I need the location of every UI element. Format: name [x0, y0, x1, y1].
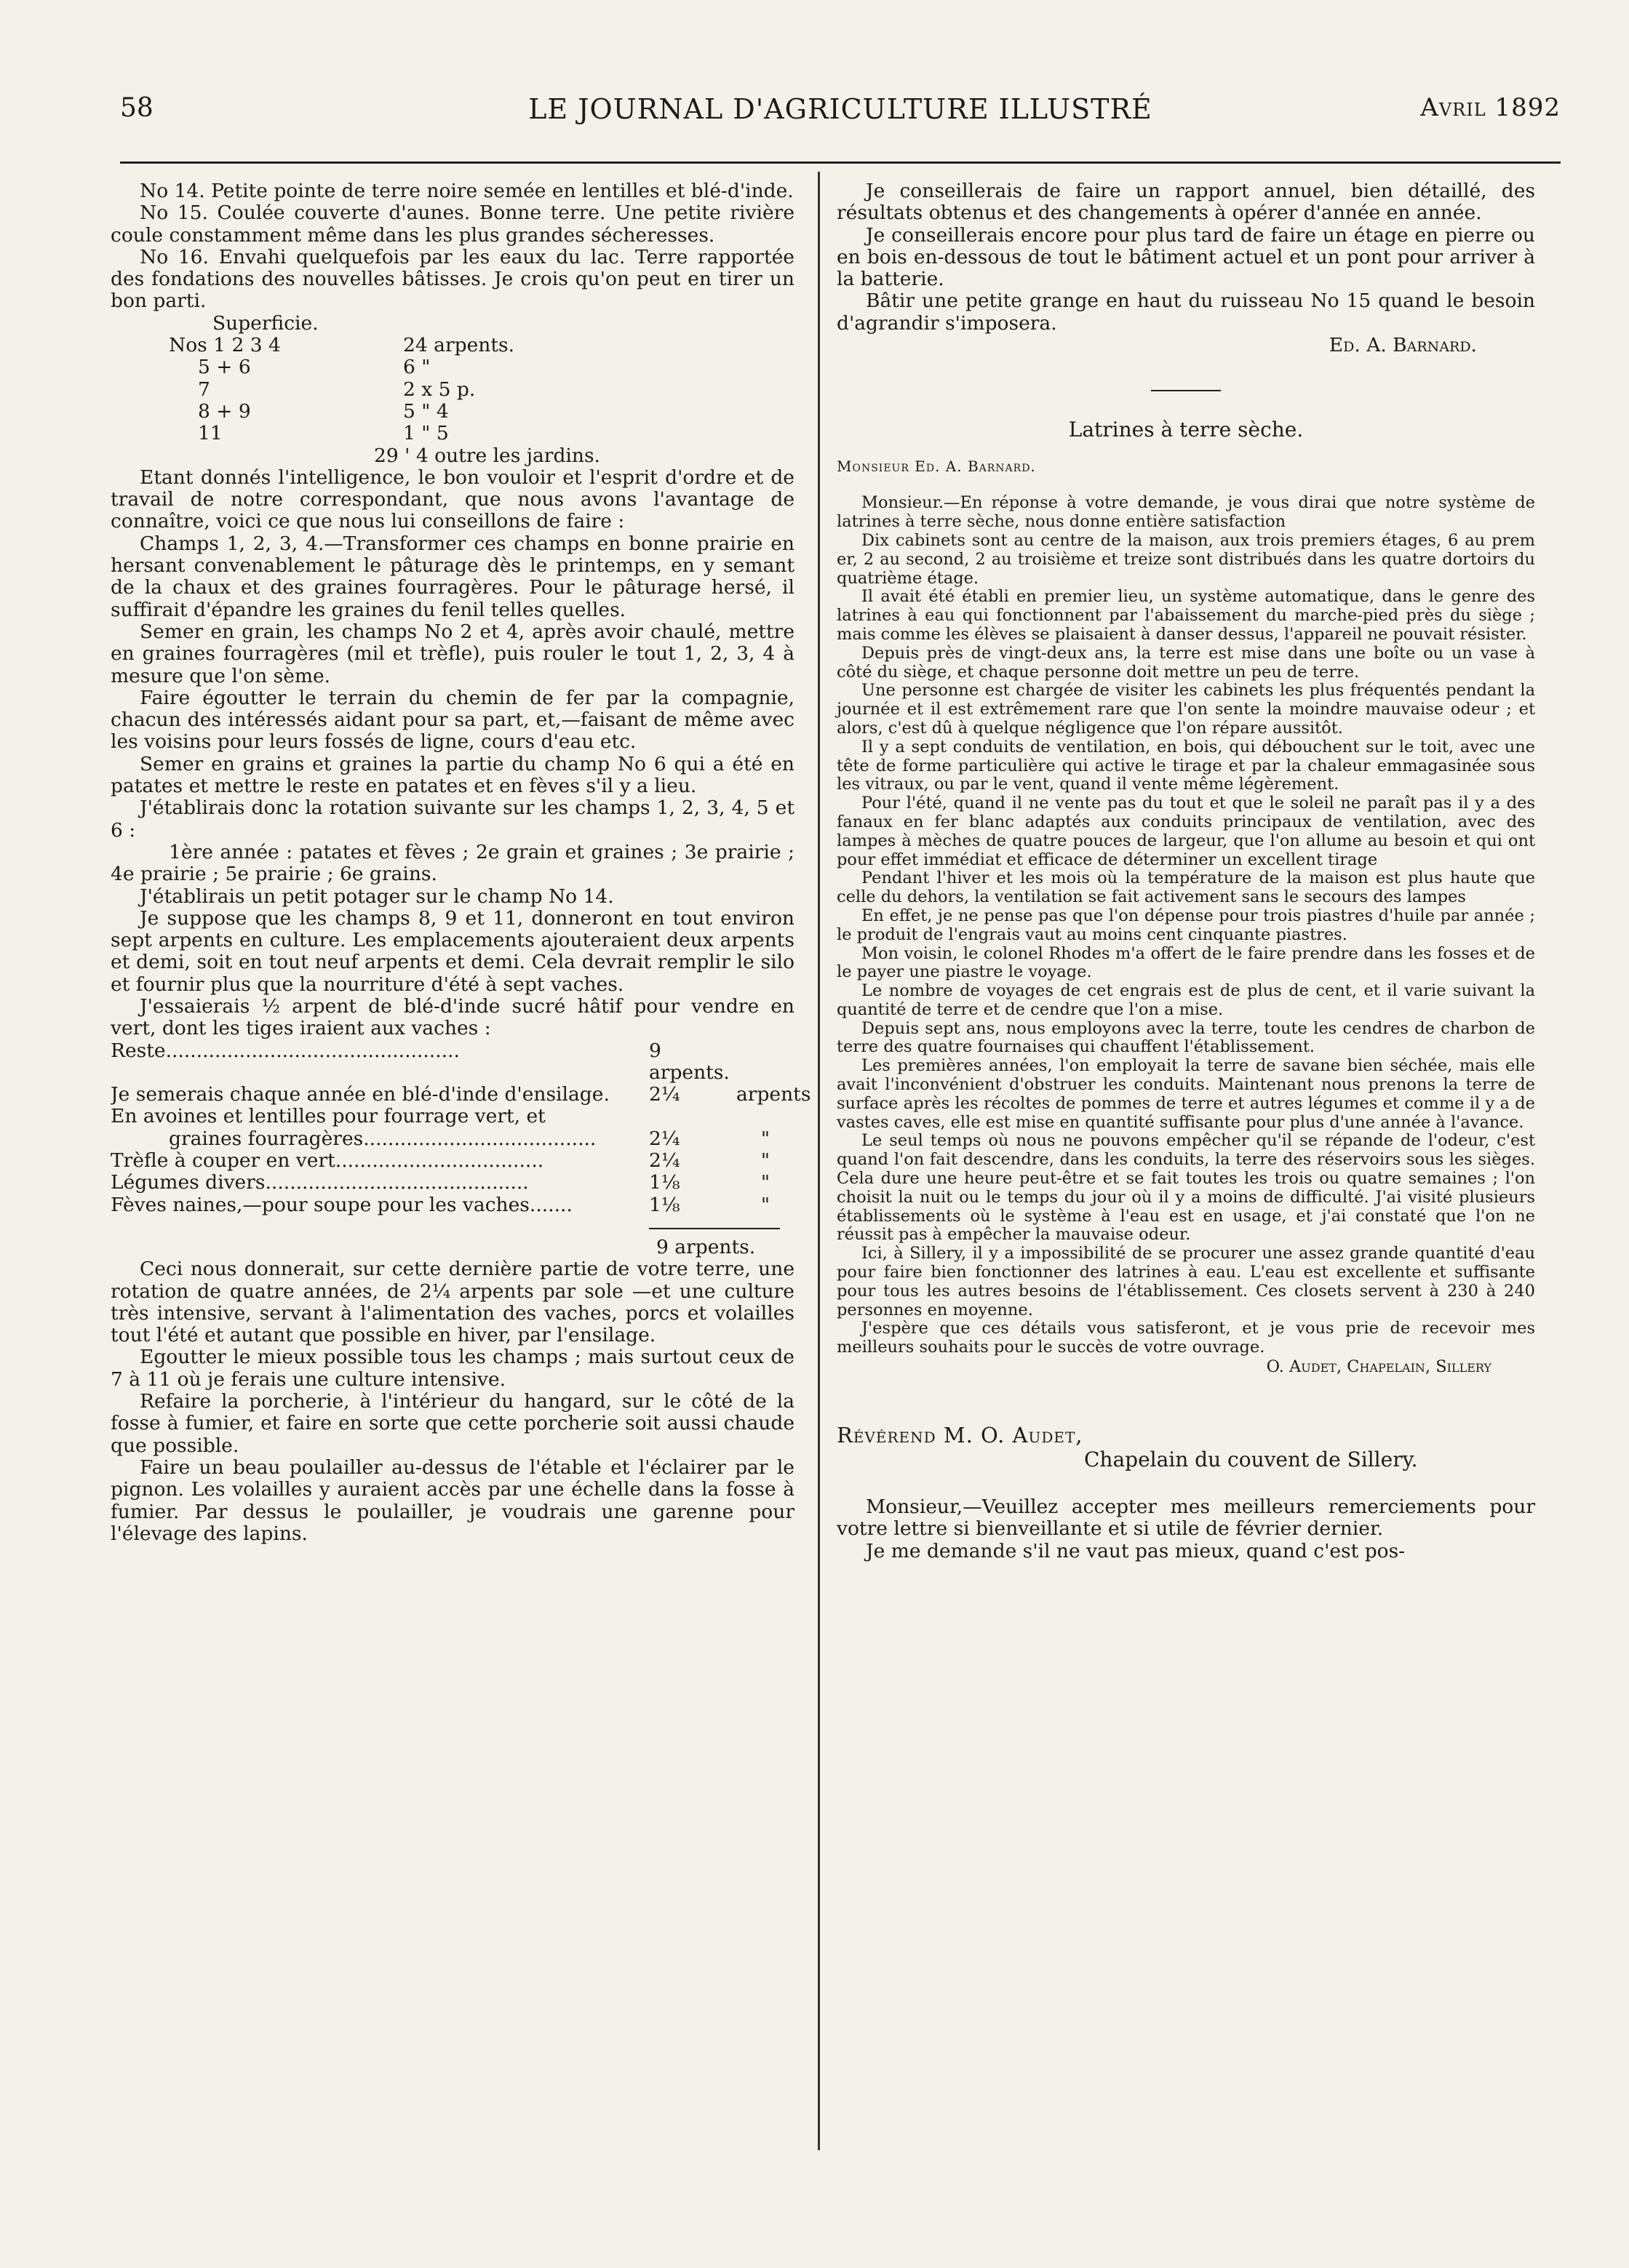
paragraph: Depuis près de vingt-deux ans, la terre est mise dans une boîte ou un vase à côté du siège, et chaque personne doit mettre un peu de terre. [837, 643, 1535, 682]
crop-unit: " [760, 1127, 770, 1150]
paragraph: Egoutter le mieux possible tous les champs ; mais surtout ceux de 7 à 11 où je ferais une culture intensive. [111, 1346, 794, 1391]
crop-value: 2¼ [649, 1127, 680, 1150]
table-cell: 11 [198, 422, 223, 445]
table-row [169, 379, 514, 401]
table-cell: 5 + 6 [198, 356, 251, 379]
crop-label: Je semerais chaque année en blé-d'inde d'ensilage. [111, 1084, 610, 1106]
crop-unit: " [760, 1193, 770, 1216]
paragraph: Je suppose que les champs 8, 9 et 11, donneront en tout environ sept arpents en culture. Les emplacements ajouteraient deux arpents et demi, soit en tout neuf arpents et demi. Cela devrait remplir le silo et fournir plus que la nourriture d'été à sept vaches. [111, 906, 794, 996]
right-column [837, 180, 1535, 1562]
column-divider [818, 172, 820, 2150]
crop-label: Reste................................................ [111, 1039, 460, 1062]
page-header [120, 93, 1561, 134]
crop-label: graines fourragères...................................... [169, 1127, 597, 1150]
crop-unit [736, 1040, 794, 1085]
paragraph: Dix cabinets sont au centre de la maison, aux trois premiers étages, 6 au prem er, 2 au second, 2 au troisième et treize sont distribués dans les quatre dortoirs du quatrième étage. [837, 530, 1535, 588]
table-row [169, 423, 514, 444]
paragraph: J'essaierais ½ arpent de blé-d'inde sucré hâtif pour vendre en vert, dont les tiges iraient aux vaches : [111, 994, 794, 1040]
paragraph: Semer en grain, les champs No 2 et 4, après avoir chaulé, mettre en graines fourragères (mil et trèfle), puis rouler le tout 1, 2, 3, 4 à mesure que l'on sème. [111, 620, 794, 687]
crop-value: 2¼ [649, 1149, 680, 1173]
issue-date: Avril 1892 [1420, 93, 1561, 122]
list-item [111, 1040, 794, 1085]
paragraph: Faire égoutter le terrain du chemin de fer par la compagnie, chacun des intéressés aidant pour sa part, et,—faisant de même avec les voisins pour leurs fossés de ligne, cours d'eau etc. [111, 686, 794, 754]
crop-value [649, 1106, 736, 1127]
paragraph: J'établirais donc la rotation suivante sur les champs 1, 2, 3, 4, 5 et 6 : [111, 796, 794, 842]
list-item [111, 1150, 794, 1172]
paragraph: En effet, je ne pense pas que l'on dépense pour trois piastres d'huile par année ; le produit de l'engrais vaut au moins cent cinquante piastres. [837, 906, 1535, 944]
paragraph: J'espère que ces détails vous satisferont, et je vous prie de recevoir mes meilleurs souhaits pour le succès de votre ouvrage. [837, 1319, 1535, 1357]
crop-value: 2¼ [649, 1083, 680, 1106]
table-cell: 24 arpents. [403, 334, 514, 357]
paragraph: Je conseillerais encore pour plus tard de faire un étage en pierre ou en bois en-dessous de tout le bâtiment actuel et un pont pour arriver à la batterie. [837, 223, 1535, 291]
crop-value: 9 arpents. [649, 1039, 730, 1084]
paragraph: Semer en grains et graines la partie du champ No 6 qui a été en patates et mettre le reste en patates et en fèves s'il y a lieu. [111, 752, 794, 798]
signature: Ed. A. Barnard. [1329, 334, 1477, 357]
table-row [169, 356, 514, 378]
crop-label: Fèves naines,—pour soupe pour les vaches....... [111, 1194, 573, 1216]
addressee-name: Révérend M. O. Audet, [837, 1423, 1083, 1448]
superficie-heading: Superficie. [212, 311, 319, 335]
paragraph: Je conseillerais de faire un rapport annuel, bien détaillé, des résultats obtenus et des changements à opérer d'année en année. [837, 180, 1535, 225]
table-cell: 8 + 9 [198, 399, 251, 423]
list-item [111, 1194, 794, 1216]
superficie-table [169, 335, 514, 444]
superficie-total: 29 ' 4 outre les jardins. [374, 444, 600, 467]
paragraph: Depuis sept ans, nous employons avec la terre, toute les cendres de charbon de terre des quatre fournaises qui chauffent l'établissement. [837, 1018, 1535, 1057]
paragraph: Ici, à Sillery, il y a impossibilité de se procurer une assez grande quantité d'eau pour faire bien fonctionner des latrines à eau. L'eau est excellente et suffisante pour tous les autres besoins de l'établissement. Ces closets servent à 230 à 240 personnes en moyenne. [837, 1244, 1535, 1319]
section-rule [1151, 390, 1221, 391]
crop-list [111, 1039, 811, 1216]
paragraph: Une personne est chargée de visiter les cabinets les plus fréquentés pendant la journée et il est extrêmement rare que l'on sente la moindre mauvaise odeur ; et alors, c'est dû à quelque négligence que l'on répare aussitôt. [837, 681, 1535, 738]
page-number: 58 [120, 93, 154, 123]
table-row [169, 335, 514, 356]
paragraph: Monsieur.—En réponse à votre demande, je vous dirai que notre système de latrines à terre sèche, nous donne entière satisfaction [837, 493, 1535, 532]
table-cell: 1 " 5 [403, 422, 449, 445]
paragraph: Refaire la porcherie, à l'intérieur du hangard, sur le côté de la fosse à fumier, et faire en sorte que cette porcherie soit aussi chaude que possible. [111, 1390, 794, 1457]
paragraph: Pendant l'hiver et les mois où la température de la maison est plus haute que celle du dehors, la ventilation se fait activement sans le secours des lampes [837, 869, 1535, 907]
paragraph: Champs 1, 2, 3, 4.—Transformer ces champs en bonne prairie en hersant convenablement le pâturage dès le printemps, en y semant de la chaux et des graines fourragères. Pour le pâturage hersé, il suffirait d'épandre les graines du fenil telles quelles. [111, 532, 794, 621]
salutation: Monsieur Ed. A. Barnard. [837, 458, 1036, 476]
list-item [111, 1083, 811, 1106]
paragraph: Mon voisin, le colonel Rhodes m'a offert de le faire prendre dans les fosses et de le payer une piastre le voyage. [837, 943, 1535, 982]
paragraph: Le nombre de voyages de cet engrais est de plus de cent, et il varie suivant la quantité de terre et de cendre que l'on a mise. [837, 981, 1535, 1019]
table-cell: 2 x 5 p. [403, 378, 476, 401]
paragraph: Il avait été établi en premier lieu, un système automatique, dans le genre des latrines à eau qui fonctionnent par l'abaissement du marche-pied près du siège ; mais comme les élèves se plaisaient à danser dessus, l'appareil ne pouvait résister. [837, 587, 1535, 644]
crop-total: 9 arpents. [656, 1235, 756, 1258]
paragraph: No 15. Coulée couverte d'aunes. Bonne terre. Une petite rivière coule constamment même dans les plus grandes sécheresses. [111, 201, 794, 247]
table-row [169, 401, 514, 423]
paragraph: J'établirais un petit potager sur le champ No 14. [140, 885, 614, 908]
crop-unit [736, 1106, 794, 1127]
sum-rule [649, 1228, 780, 1229]
paragraph: Les premières années, l'on employait la terre de savane bien séchée, mais elle avait l'inconvénient d'obstruer les conduits. Maintenant nous prenons la terre de surface après les récoltes de pommes de terre et autres légumes et comme il y a de vastes caves, elle est mise en quantité suffisante pour plus d'une année à l'avance. [837, 1056, 1535, 1132]
crop-value: 1⅛ [649, 1171, 680, 1194]
table-cell: 5 " 4 [403, 399, 449, 423]
paragraph: Il y a sept conduits de ventilation, en bois, qui débouchent sur le toit, avec une tête de forme particulière qui active le tirage et par la chaleur emmagasinée sous les vitraux, ou par le vent, quand il vente même légèrement. [837, 737, 1535, 794]
paragraph: Ceci nous donnerait, sur cette dernière partie de votre terre, une rotation de quatre années, de 2¼ arpents par sole —et une culture très intensive, servant à l'alimentation des vaches, porcs et volailles tout l'été et autant que possible en hiver, par l'ensilage. [111, 1258, 794, 1347]
left-column [111, 180, 811, 1545]
paragraph: Faire un beau poulailler au-dessus de l'étable et l'éclairer par le pignon. Les volailles y auraient accès par une échelle dans la fosse à fumier. Par dessus le poulailler, je voudrais une garenne pour l'élevage des lapins. [111, 1456, 794, 1545]
signature: O. Audet, Chapelain, Sillery [1266, 1357, 1491, 1377]
paragraph: No 14. Petite pointe de terre noire semée en lentilles et blé-d'inde. [140, 180, 794, 202]
table-cell: Nos 1 2 3 4 [169, 334, 281, 357]
crop-unit: " [760, 1171, 770, 1194]
crop-label: En avoines et lentilles pour fourrage vert, et [111, 1106, 546, 1128]
list-item [111, 1106, 794, 1127]
paragraph: Je me demande s'il ne vaut pas mieux, quand c'est pos- [866, 1539, 1406, 1562]
article-title: Latrines à terre sèche. [1068, 418, 1304, 442]
paragraph: Pour l'été, quand il ne vente pas du tout et que le soleil ne paraît pas il y a des fanaux en fer blanc adaptés aux conduits principaux de ventilation, avec des lampes à mèches de quatre pouces de largeur, que l'on allume au besoin et qui ont pour effet immédiat et efficace de déterminer un excellent tirage [837, 794, 1535, 869]
paragraph: Bâtir une petite grange en haut du ruisseau No 15 quand le besoin d'agrandir s'imposera. [837, 290, 1535, 335]
paragraph: 1ère année : patates et fèves ; 2e grain et graines ; 3e prairie ; 4e prairie ; 5e prairie ; 6e grains. [111, 840, 794, 886]
list-item [111, 1172, 794, 1194]
crop-value: 1⅛ [649, 1193, 680, 1216]
journal-title: LE JOURNAL D'AGRICULTURE ILLUSTRÉ [528, 93, 1152, 125]
crop-label: Trèfle à couper en vert.................................. [111, 1150, 544, 1173]
crop-label: Légumes divers........................................... [111, 1172, 529, 1194]
header-rule [120, 161, 1561, 164]
crop-unit: arpents [736, 1083, 811, 1106]
list-item [111, 1128, 794, 1150]
crop-unit: " [760, 1149, 770, 1173]
paragraph: Le seul temps où nous ne pouvons empêcher qu'il se répande de l'odeur, c'est quand l'on fait descendre, dans les conduits, la terre des réservoirs sous les sièges. Cela dure une heure peut-être et se fait toutes les trois ou quatre semaines ; l'on choisit la nuit ou le temps du jour où il y a moins de difficulté. J'ai visité plusieurs établissements où le système à l'eau est en usage, et j'ai constaté que l'on ne réussit pas à empêcher la mauvaise odeur. [837, 1131, 1535, 1245]
table-cell: 7 [198, 378, 210, 401]
paragraph: No 16. Envahi quelquefois par les eaux du lac. Terre rapportée des fondations des nouvelles bâtisses. Je crois qu'on peut en tirer un bon parti. [111, 245, 794, 313]
table-cell: 6 " [403, 356, 431, 379]
paragraph: Etant donnés l'intelligence, le bon vouloir et l'esprit d'ordre et de travail de notre correspondant, que nous avons l'avantage de connaître, voici ce que nous lui conseillons de faire : [111, 466, 794, 533]
paragraph: Monsieur,—Veuillez accepter mes meilleurs remerciements pour votre lettre si bienveillante et si utile de février dernier. [837, 1496, 1535, 1541]
addressee-title: Chapelain du couvent de Sillery. [1084, 1448, 1418, 1472]
